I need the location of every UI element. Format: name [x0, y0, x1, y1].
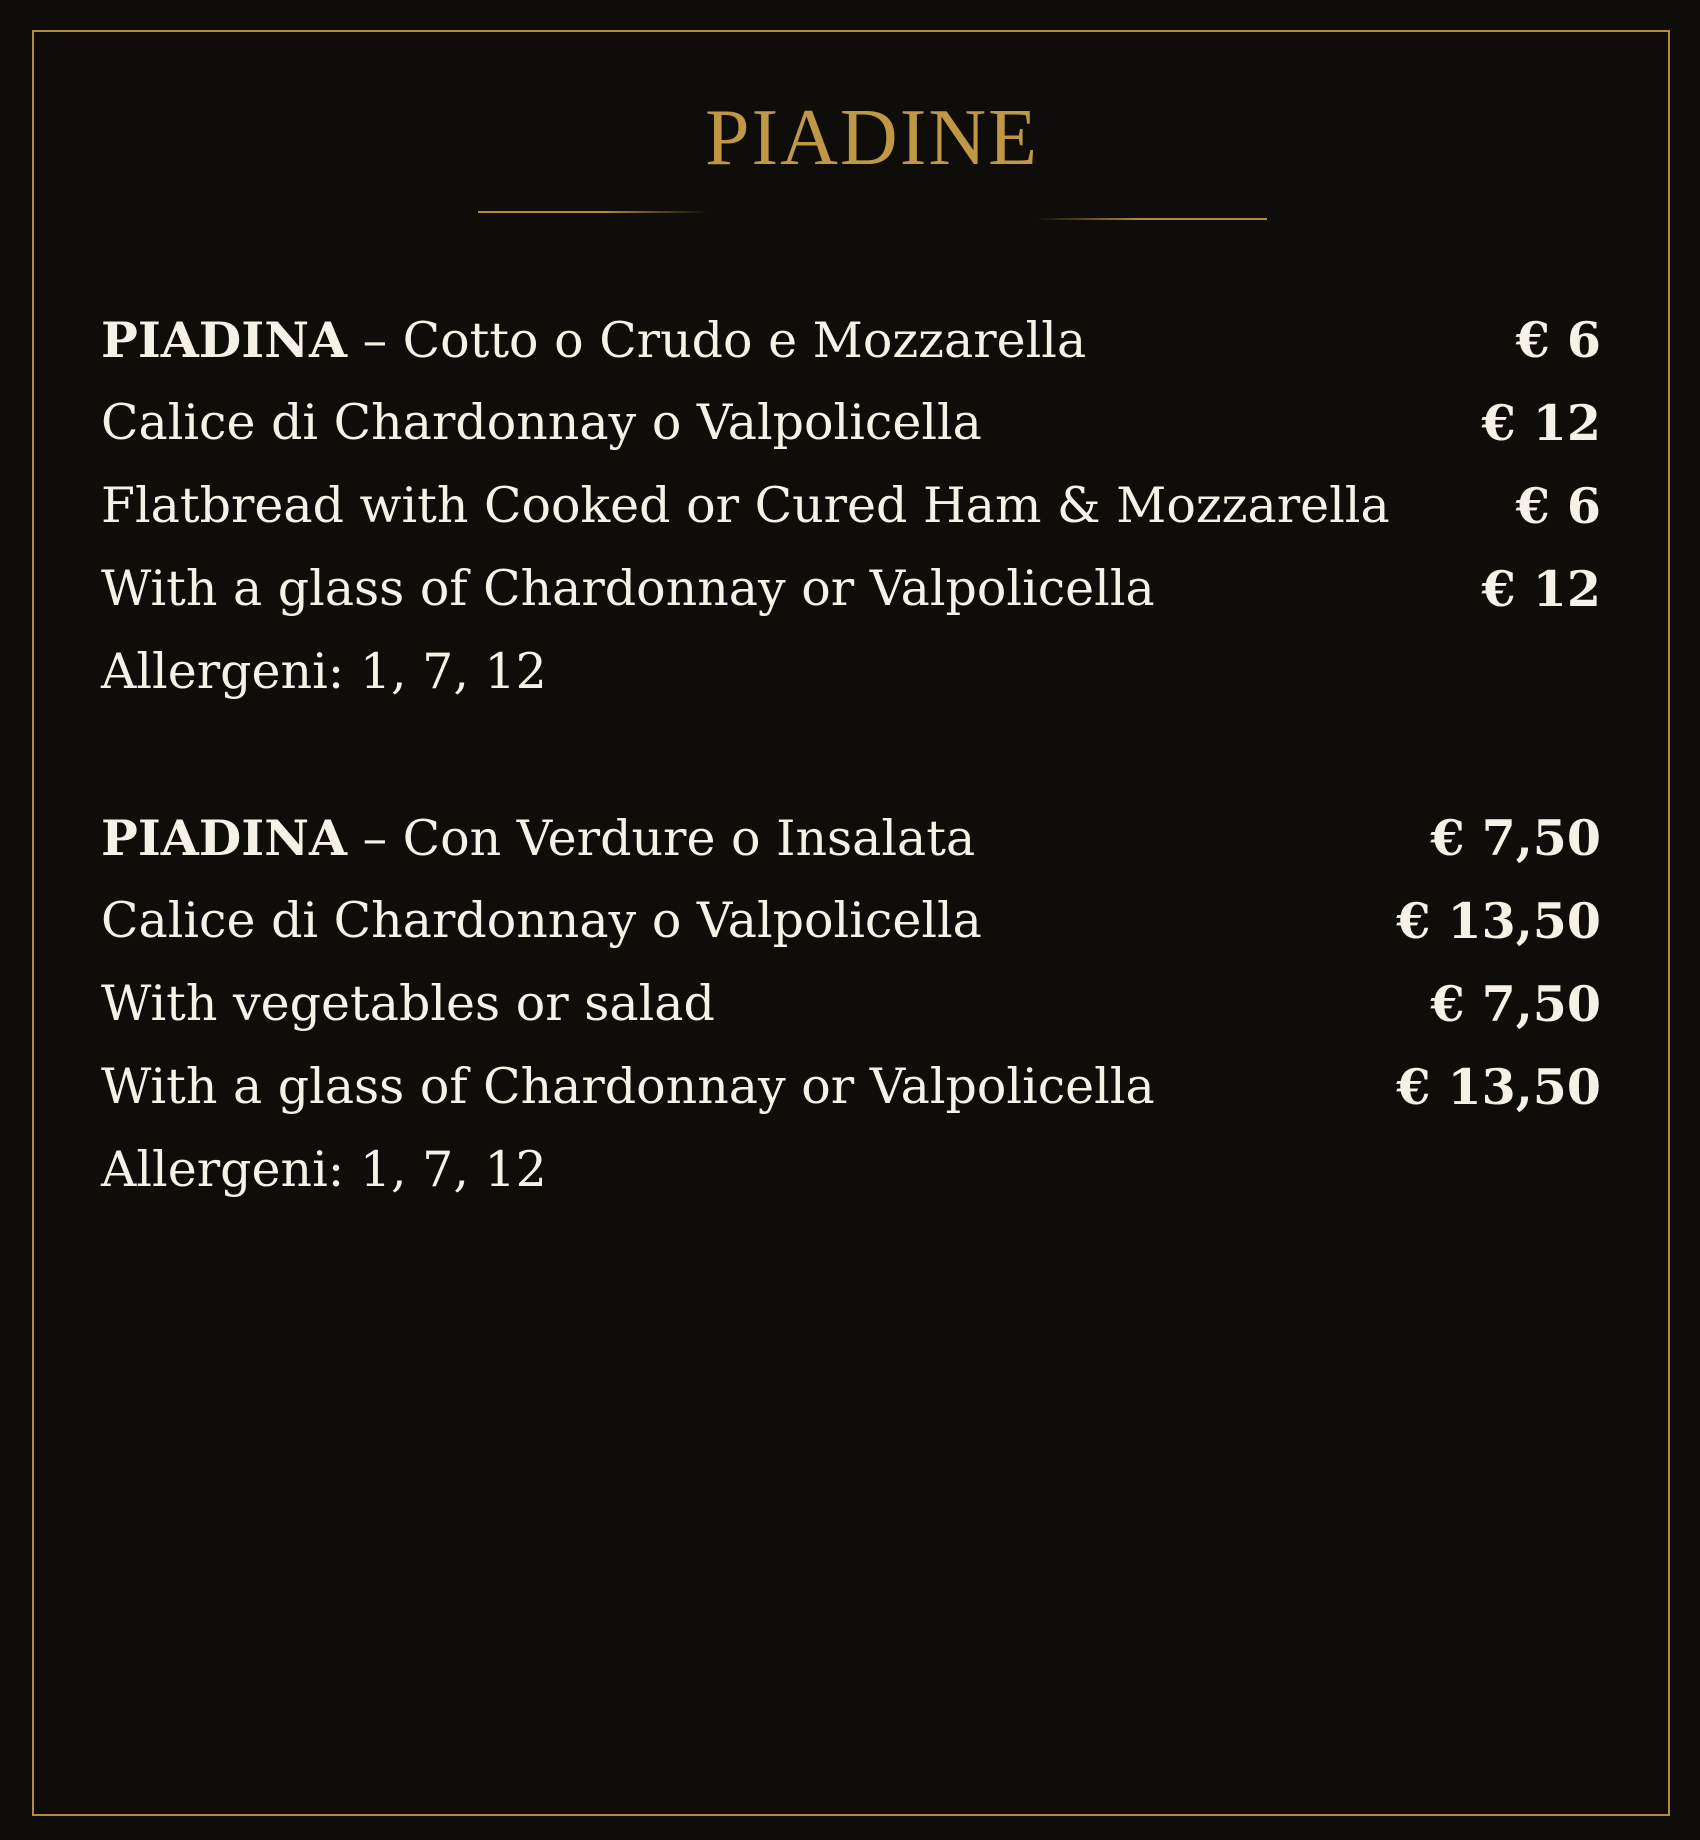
item-name	[101, 306, 1086, 375]
item-price: € 13,50	[1396, 1058, 1601, 1116]
menu-item-heading	[101, 804, 1601, 887]
item-price: € 12	[1481, 560, 1601, 618]
item-price: € 7,50	[1430, 809, 1601, 867]
page-title: PIADINE	[705, 94, 1039, 182]
menu-item-line	[101, 389, 1601, 472]
menu-item-line	[101, 970, 1601, 1053]
item-price: € 12	[1481, 394, 1601, 452]
menu-item-line	[101, 555, 1601, 638]
menu-item-line	[101, 472, 1601, 555]
item-price: € 7,50	[1430, 975, 1601, 1033]
allergens-line	[101, 1136, 1601, 1219]
item-description: Calice di Chardonnay o Valpolicella	[101, 394, 982, 451]
menu-item-line	[101, 887, 1601, 970]
item-description: With vegetables or salad	[101, 975, 715, 1032]
item-name-bold: PIADINA	[101, 809, 348, 867]
allergens-text: Allergeni: 1, 7, 12	[101, 1141, 547, 1198]
menu-section-verdure-insalata	[101, 804, 1601, 1219]
title-divider-left	[478, 211, 708, 213]
item-description: Flatbread with Cooked or Cured Ham & Mozzarella	[101, 477, 1390, 534]
item-price: € 6	[1515, 477, 1601, 535]
item-description: With a glass of Chardonnay or Valpolicella	[101, 560, 1155, 617]
item-description: Calice di Chardonnay o Valpolicella	[101, 892, 982, 949]
item-description: With a glass of Chardonnay or Valpolicella	[101, 1058, 1155, 1115]
item-price: € 13,50	[1396, 892, 1601, 950]
menu-item-line	[101, 1053, 1601, 1136]
item-name	[101, 804, 975, 873]
title-divider-right	[1035, 218, 1267, 220]
allergens-line	[101, 638, 1601, 721]
item-name-rest: – Con Verdure o Insalata	[347, 810, 976, 867]
item-name-rest: – Cotto o Crudo e Mozzarella	[347, 312, 1087, 369]
menu-section-cotto-crudo	[101, 306, 1601, 721]
item-price: € 6	[1515, 311, 1601, 369]
menu-item-heading	[101, 306, 1601, 389]
item-name-bold: PIADINA	[101, 311, 348, 369]
allergens-text: Allergeni: 1, 7, 12	[101, 643, 547, 700]
